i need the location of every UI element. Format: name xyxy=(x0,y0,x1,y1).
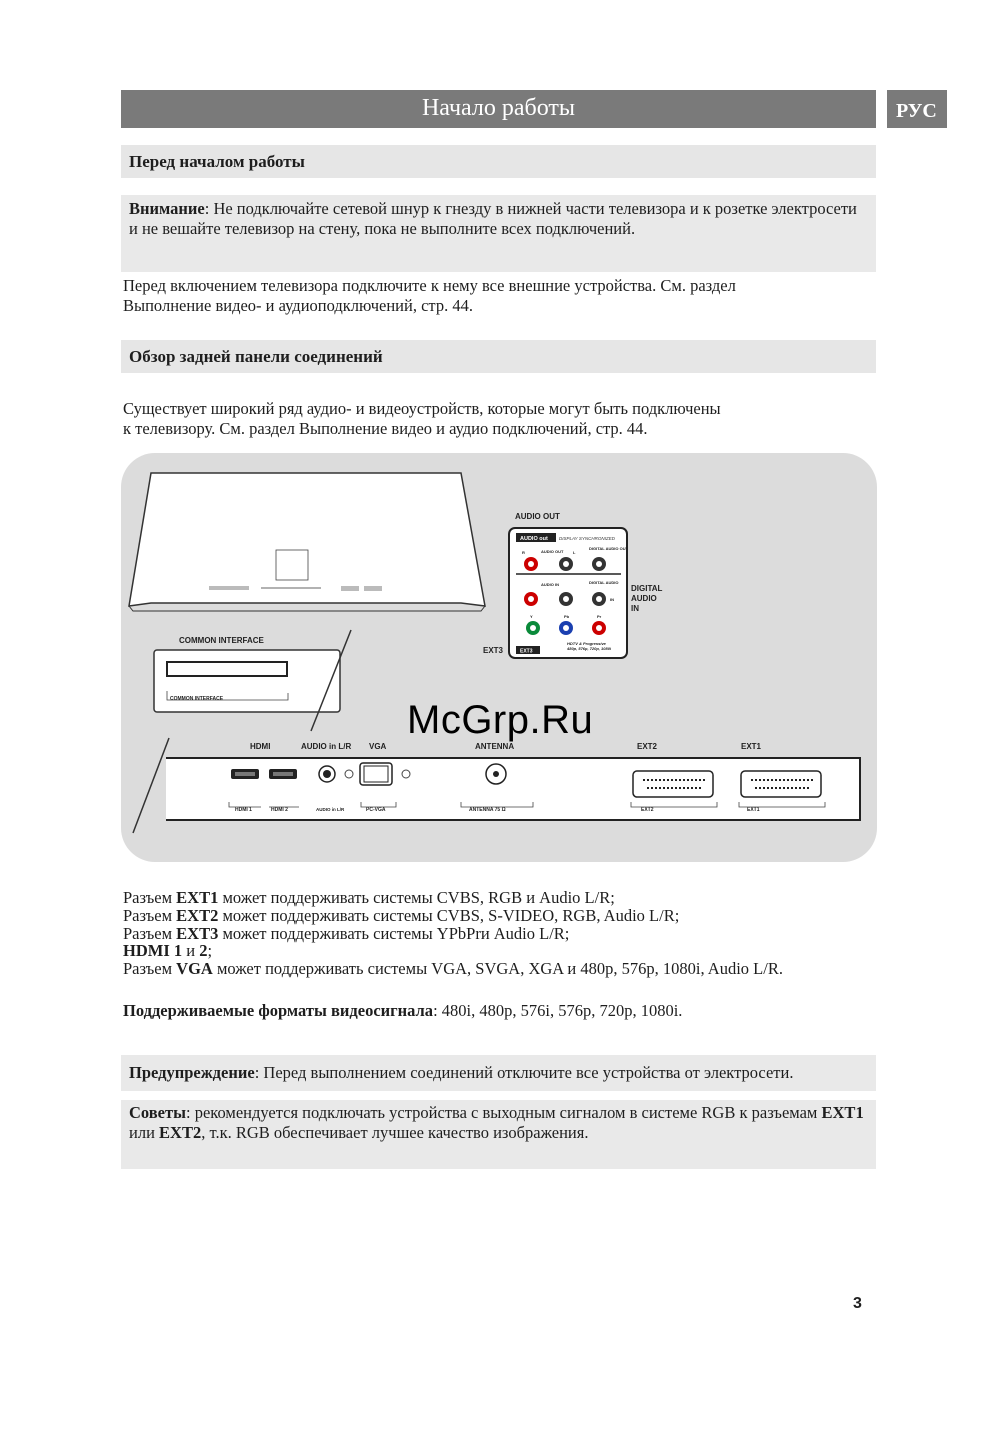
caution-label: Предупреждение xyxy=(129,1063,255,1082)
digital-audio-in-line-1: DIGITAL xyxy=(631,584,663,593)
connector-support-list xyxy=(123,889,783,978)
audio-out-tag: AUDIO out xyxy=(520,536,548,542)
tv-rear-illustration xyxy=(129,473,485,611)
hdtv-line-1: HDTV & Progressive xyxy=(567,641,606,646)
caution-text: : Перед выполнением соединений отключите все устройства от электросети. xyxy=(254,1063,794,1082)
audio-out-small-label: AUDIO OUT xyxy=(541,549,564,554)
audio-out-title: AUDIO OUT xyxy=(515,512,560,521)
pr-label: Pr xyxy=(597,614,602,619)
warning-label: Внимание xyxy=(129,199,205,218)
ext1-label: EXT1 xyxy=(741,742,762,751)
common-interface-slot-label: COMMON INTERFACE xyxy=(170,696,224,702)
intro-line-2: Выполнение видео- и аудиоподключений, стр. 44. xyxy=(123,295,473,315)
pb-label: Pb xyxy=(564,614,570,619)
pc-vga-small-label: PC-VGA xyxy=(366,807,386,813)
page-title: Начало работы xyxy=(121,90,876,128)
language-tab: РУС xyxy=(887,90,947,128)
ext1-support-line: Разъем EXT1 может поддерживать системы CVBS, RGB и Audio L/R; xyxy=(123,888,615,907)
page-number: 3 xyxy=(853,1295,862,1312)
ext3-tag: EXT3 xyxy=(520,648,533,655)
intro-paragraph xyxy=(123,276,736,315)
hdmi-support-line: HDMI 1 и 2; xyxy=(123,941,213,961)
tips-ext2: EXT2 xyxy=(159,1122,202,1142)
caution-box xyxy=(121,1055,876,1091)
audio-ext3-panel xyxy=(509,528,629,658)
section-heading-before-start: Перед началом работы xyxy=(121,145,876,178)
common-interface-panel xyxy=(154,650,340,712)
supported-formats-text: : 480i, 480p, 576i, 576p, 720p, 1080i. xyxy=(433,1001,683,1020)
warning-text: : Не подключайте сетевой шнур к гнезду в нижней части телевизора и к розетке электросети и не вешайте телевизор на стену, пока не выполните всех подключений. xyxy=(129,199,857,238)
vga-support-line: Разъем VGA может поддерживать системы VGA, SVGA, XGA и 480p, 576p, 1080i, Audio L/R. xyxy=(123,959,783,979)
connector-diagram xyxy=(121,453,877,862)
ext2-small-label: EXT2 xyxy=(641,807,654,813)
hdmi1-small-label: HDMI 1 xyxy=(235,807,252,813)
intro-line-1: Перед включением телевизора подключите к нему все внешние устройства. См. раздел xyxy=(123,276,736,295)
hdmi2-small-label: HDMI 2 xyxy=(271,807,288,813)
ext3-support-line: Разъем EXT3 может поддерживать системы YPbPrи Audio L/R; xyxy=(123,923,570,943)
out-r-label: R xyxy=(522,550,525,555)
digital-audio-in-line-2: AUDIO xyxy=(631,594,657,603)
ext2-scart xyxy=(633,771,713,797)
tips-label: Советы xyxy=(129,1103,186,1122)
hdmi-label: HDMI xyxy=(250,742,271,751)
supported-formats-label: Поддерживаемые форматы видеосигнала xyxy=(123,1001,434,1020)
antenna-75-small-label: ANTENNA 75 Ω xyxy=(469,807,506,813)
tips-text-2: , т.к. RGB обеспечивает лучшее качество изображения. xyxy=(201,1122,589,1142)
ext1-scart xyxy=(741,771,821,797)
rear-line-1: Существует широкий ряд аудио- и видеоустройств, которые могут быть подключены xyxy=(123,399,721,418)
common-interface-title: COMMON INTERFACE xyxy=(179,636,264,645)
tips-box xyxy=(121,1100,876,1169)
bottom-connector-panel xyxy=(166,758,860,820)
digital-in-small-label: IN xyxy=(610,597,614,602)
supported-formats-line xyxy=(123,1001,682,1021)
ext1-small-label: EXT1 xyxy=(747,807,760,813)
warning-box xyxy=(121,195,876,272)
tips-ext1: EXT1 xyxy=(821,1103,864,1122)
ext2-label: EXT2 xyxy=(637,742,658,751)
display-sync-label: DISPLAY SYNCHRONIZED xyxy=(559,536,615,541)
rear-panel-paragraph xyxy=(123,399,721,438)
ext2-support-line: Разъем EXT2 может поддерживать системы CVBS, S-VIDEO, RGB, Audio L/R; xyxy=(123,905,680,925)
audio-in-lr-label: AUDIO in L/R xyxy=(301,742,352,751)
y-label: Y xyxy=(530,614,533,619)
audio-in-lr-small-label: AUDIO in L/R xyxy=(316,807,345,812)
antenna-label: ANTENNA xyxy=(475,742,515,751)
vga-label: VGA xyxy=(369,742,387,751)
tips-text-1: : рекомендуется подключать устройства с выходным сигналом в системе RGB к разъемам xyxy=(185,1103,822,1122)
out-l-label: L xyxy=(573,550,576,555)
digital-audio-small-label: DIGITAL AUDIO xyxy=(589,580,619,585)
digital-audio-in-line-3: IN xyxy=(631,604,639,613)
digital-audio-out-small-label: DIGITAL AUDIO OUT xyxy=(589,546,629,551)
hdtv-line-2: 480p, 576p, 720p, 1080i xyxy=(567,646,612,651)
audio-in-small-label: AUDIO IN xyxy=(541,582,559,587)
watermark-text: McGrp.Ru xyxy=(407,698,594,742)
section-heading-rear-panel: Обзор задней панели соединений xyxy=(121,340,876,373)
tips-mid: или xyxy=(129,1122,160,1142)
ext3-label: EXT3 xyxy=(483,646,504,655)
rear-line-2: к телевизору. См. раздел Выполнение видео и аудио подключений, стр. 44. xyxy=(123,418,648,438)
